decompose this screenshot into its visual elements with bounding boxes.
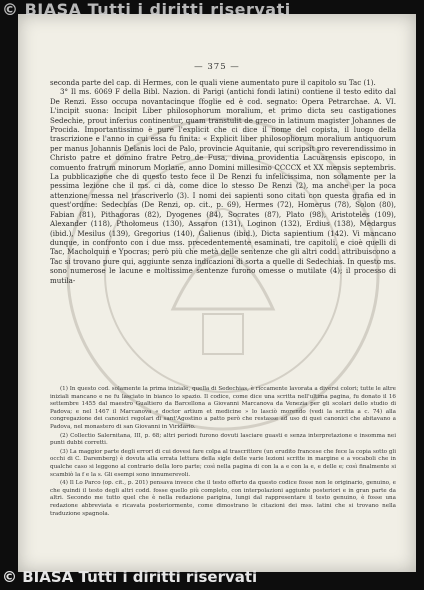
footnote-3: (3) La maggior parte degli errori di cui dovesi fare colpa al trascrittore (un erudito francese che fece la copia sotto gli occhi di C. Daremberg) è dovuta alla errata lettura della sigle delle varie lezioni scritte in margine e a vocaboli che in qualche caso si leggono al contrario della loro parte; così nella pagina di con la a e con la e, e delle e; così finalmente si scambiò la f e la s. Gli esempi sono innumerevoli. — [50, 448, 396, 478]
footnote-4: (4) Il Lo Parco (op. cit., p. 201) pensava invece che il testo offerto da questo codice fosse non le originario, genuino, e che quindi il testo degli altri codd. fosse quello più completo, con interpolazioni aggiunte posteriori e in gran parte da altri. Secondo me tutto quel che è nella redazione parigina, lungi dal rappresentare il testo genuino, è fosse una redazione abbreviata e ricavata posteriormente, come dimostrano le citazioni dei mss. latini che si trovano nella traduzione spagnola. — [50, 480, 396, 517]
paragraph-1: seconda parte del cap. di Hermes, con le quali viene aumentato pure il capitolo su Tac (1). — [50, 78, 376, 87]
footnote-1: (1) In questo cod. solamente la prima iniziale, quella di Sedechias, è riccamente lavorata a diversi colori; tutte le altre iniziali mancano e ne fu lasciato in bianco lo spazio. Il codice, come dice una scritta nell'ultima pagina, fu donato il 16 settembre 1455 dal maestro Gualtiero da Barcellona a Giovanni Marcanova da Venezia per gli scolari dello studio di Padova; e nel 1467 il Marcanova « doctor artium et medicine » lo lasciò morendo (vedi la scritta a c. 74) alla congregazione dei canonici regolari di sant'Agostino a patto però che restasse ad uso di quei canonici che abitavano a Padova, nel monastero di san Giovanni in Viridario. — [50, 386, 396, 430]
copyright-watermark-bottom: © BIASA Tutti i diritti riservati — [2, 568, 258, 586]
paragraph-2: 3° Il ms. 6069 F della Bibl. Nazion. di Parigi (antichi fondi latini) contiene il testo edito dal De Renzi. Esso occupa novantacinque ſfoglie ed è cod. segnato: Opera Petrarchae. A. VI. L'incipit suona: Incipit Liber philosophorum moralium, et primo dicta seu castigationes Sedechie, prout inferius continentur, quam transtulit de greco in latinum magister Johannes de Procida. Importantissimo è pure l'explicit che ci dice il nome del copista, il luogo della trascrizione e l'anno in cui essa fu finita: « Explicit liber philosophorum moralium antiquorum per manus Johannis Delanis loci de Palo, provincie Aquitanie, qui scripsit pro reverendissimo in Christo patre et domino fratre Petro de Fusa, divina providentia Lacuarensis episcopo, in comuento fratrum minorum Morlane, anno Domini millesimo CCCCX et XX mensis septembris. La pubblicazione che di questo testo fece il De Renzi fu infelicissima, non solamente per la pessima lezione che il ms. ci dà, come dice lo stesso De Renzi (2), ma anche per la poca attenzione messa nel trascriverlo (3). I nomi dei sapienti sono citati con questa grafia ed in quest'ordine: Sedechias (De Renzi, op. cit., p. 69), Hermes (72), Homerus (78), Solon (80), Fabian (81), Pithagoras (82), Dyogenes (84), Socrates (87), Plato (98), Aristoteles (109), Alexander (118), Pthołomeus (130), Assaron (131), Loginon (132), Erdius (138), Medargus (ibid.), Mesilus (139), Gregorius (140), Galienus (ibid.), Dicta sapientium (142). Vi mancano dunque, in confronto con i due mss. precedentemente esaminati, tre capitoli, e cioè quelli di Tac, Macholquin e Ypocras; però più che metà delle sentenze che gli altri codd. attribuiscono a Tac si trovano pure qui, aggiunte senza indicazioni di sorta a quelle di Sedechias. In questo ms. sono numerose le lacune e moltissime sentenze furono omesse o mutilate (4); il processo di mutila- — [50, 87, 396, 285]
copyright-watermark-top: © BIASA Tutti i diritti riservati — [2, 0, 291, 19]
page-number: — 375 — — [194, 62, 240, 72]
document-page — [18, 14, 416, 572]
footnote-2: (2) Collectio Salernitana, III, p. 68; altri periodi furono dovuti lasciare guasti e senza interpretazione e insomma nei punti dubbi corretti. — [50, 432, 396, 447]
main-text — [50, 78, 396, 285]
footnotes — [50, 386, 396, 519]
